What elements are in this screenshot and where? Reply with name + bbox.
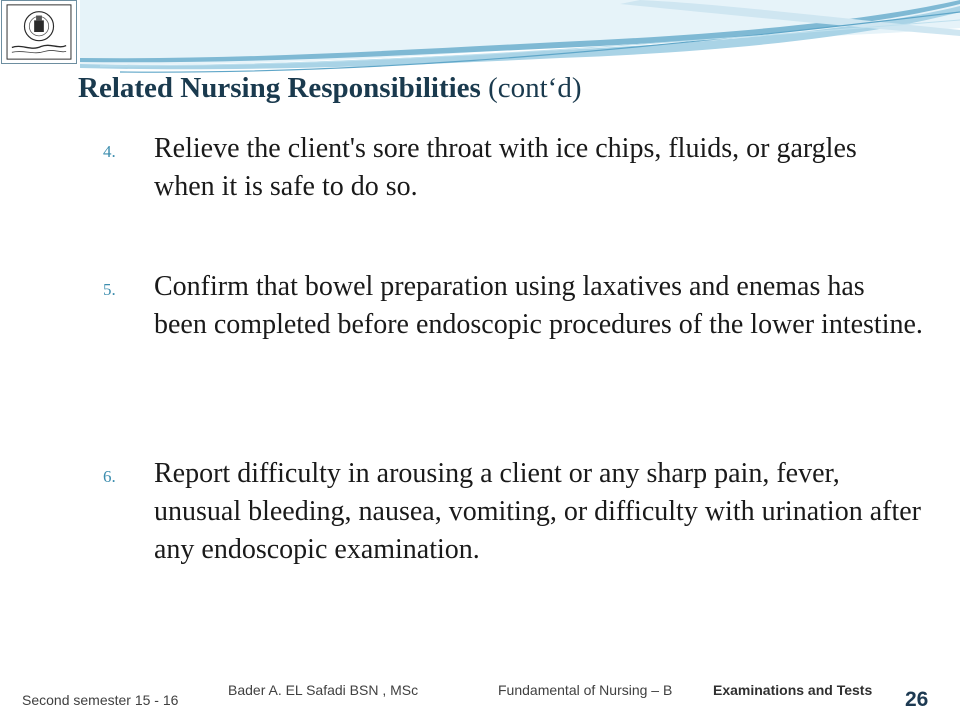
university-logo: [1, 0, 77, 64]
slide-footer: [0, 680, 960, 720]
footer-author: Bader A. EL Safadi BSN , MSc: [228, 682, 419, 698]
slide-title-main: Related Nursing Responsibilities: [78, 72, 481, 104]
footer-topic: Examinations and Tests: [713, 682, 873, 698]
slide-title: [78, 70, 581, 106]
footer-semester: Second semester 15 - 16: [22, 692, 179, 708]
list-item-number: 5.: [103, 280, 116, 299]
slide-title-suffix: (cont‘d): [488, 72, 582, 104]
footer-course: Fundamental of Nursing – B: [498, 682, 673, 698]
list-item-number: 6.: [103, 467, 116, 486]
list-item-text: Confirm that bowel preparation using laxatives and enemas has been completed before endoscopic procedures of the lower intestine.: [154, 271, 923, 340]
page-number: 26: [905, 688, 929, 711]
list-item-text: Report difficulty in arousing a client or any sharp pain, fever, unusual bleeding, nausea, vomiting, or difficulty with urination after any endoscopic examination.: [154, 458, 921, 565]
list-item-text: Relieve the client's sore throat with ice chips, fluids, or gargles when it is safe to do so.: [154, 133, 857, 202]
list-item-number: 4.: [103, 142, 116, 161]
